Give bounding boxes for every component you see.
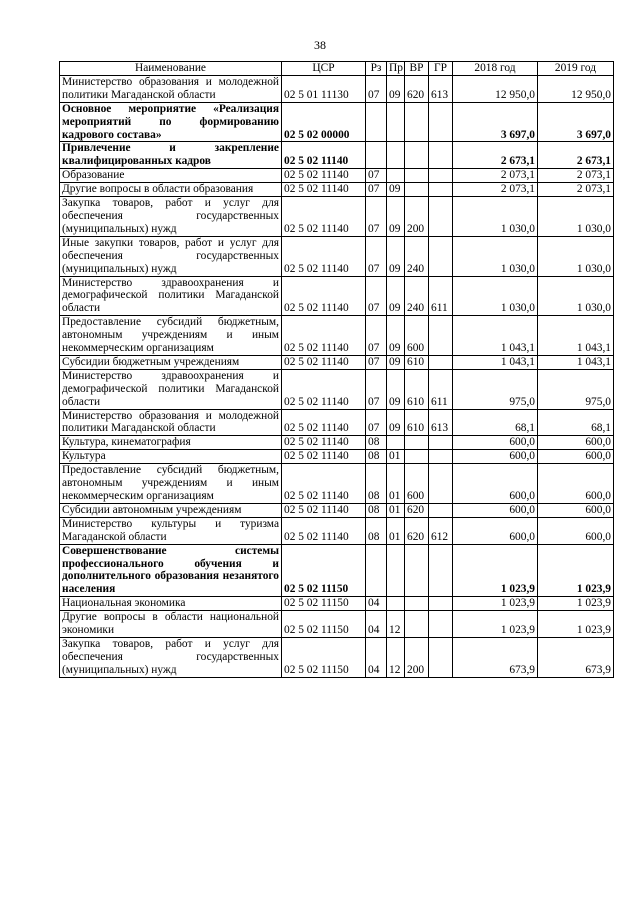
row-name: Министерство здравоохранения и демографической политики Магаданской области [60,369,282,409]
row-amount-2018: 600,0 [453,450,538,464]
row-csr: 02 5 02 11150 [282,544,366,597]
row-csr: 02 5 02 11140 [282,316,366,356]
row-vr: 240 [405,276,429,316]
row-name: Предоставление субсидий бюджетным, автономным учреждениям и иным некоммерческим организациям [60,316,282,356]
row-amount-2019: 68,1 [538,409,614,436]
row-rz: 08 [366,436,387,450]
row-pr: 09 [387,409,405,436]
row-csr: 02 5 02 11140 [282,183,366,197]
row-vr [405,597,429,611]
row-rz: 07 [366,183,387,197]
row-vr: 620 [405,503,429,517]
row-name: Национальная экономика [60,597,282,611]
column-header-vr: ВР [405,62,429,76]
row-gr [429,611,453,638]
row-amount-2019: 2 073,1 [538,183,614,197]
row-name: Культура [60,450,282,464]
row-pr [387,142,405,169]
row-rz: 08 [366,464,387,504]
row-gr [429,316,453,356]
row-vr: 620 [405,75,429,102]
row-csr: 02 5 02 11140 [282,503,366,517]
row-rz: 04 [366,597,387,611]
table-row [60,611,614,638]
row-amount-2018: 1 030,0 [453,197,538,237]
row-name: Закупка товаров, работ и услуг для обеспечения государственных (муниципальных) нужд [60,637,282,677]
row-amount-2018: 600,0 [453,517,538,544]
row-name: Основное мероприятие «Реализация мероприятий по формированию кадрового состава» [60,102,282,142]
table-header [60,62,614,76]
row-csr: 02 5 01 11130 [282,75,366,102]
row-gr [429,544,453,597]
row-vr [405,436,429,450]
row-gr [429,355,453,369]
row-name: Предоставление субсидий бюджетным, автономным учреждениям и иным некоммерческим организациям [60,464,282,504]
row-name: Привлечение и закрепление квалифицированных кадров [60,142,282,169]
row-amount-2019: 1 043,1 [538,316,614,356]
row-csr: 02 5 02 11140 [282,436,366,450]
row-gr: 611 [429,369,453,409]
row-amount-2018: 2 673,1 [453,142,538,169]
header-row [60,62,614,76]
row-rz: 04 [366,611,387,638]
row-amount-2019: 2 673,1 [538,142,614,169]
row-amount-2019: 673,9 [538,637,614,677]
row-amount-2019: 600,0 [538,450,614,464]
row-rz: 04 [366,637,387,677]
row-pr [387,102,405,142]
column-header-name: Наименование [60,62,282,76]
row-csr: 02 5 02 11140 [282,236,366,276]
row-vr: 610 [405,409,429,436]
table-row [60,276,614,316]
row-pr: 01 [387,503,405,517]
row-gr: 613 [429,409,453,436]
table-row [60,517,614,544]
row-csr: 02 5 02 11150 [282,597,366,611]
row-name: Образование [60,169,282,183]
row-name: Субсидии бюджетным учреждениям [60,355,282,369]
row-csr: 02 5 02 11150 [282,637,366,677]
row-amount-2018: 1 043,1 [453,355,538,369]
row-amount-2018: 2 073,1 [453,183,538,197]
row-csr: 02 5 02 11150 [282,611,366,638]
row-amount-2019: 975,0 [538,369,614,409]
row-pr: 09 [387,197,405,237]
row-gr: 611 [429,276,453,316]
row-rz: 07 [366,276,387,316]
row-gr [429,637,453,677]
budget-table [59,61,614,678]
table-row [60,197,614,237]
column-header-2018: 2018 год [453,62,538,76]
table-row [60,236,614,276]
table-body [60,75,614,677]
row-amount-2018: 673,9 [453,637,538,677]
row-pr: 09 [387,75,405,102]
row-amount-2018: 1 023,9 [453,597,538,611]
row-pr: 09 [387,183,405,197]
row-pr [387,544,405,597]
row-name: Министерство здравоохранения и демографической политики Магаданской области [60,276,282,316]
table-row [60,409,614,436]
row-pr: 01 [387,517,405,544]
row-vr: 620 [405,517,429,544]
row-name: Министерство культуры и туризма Магаданской области [60,517,282,544]
row-pr: 12 [387,637,405,677]
row-name: Министерство образования и молодежной политики Магаданской области [60,409,282,436]
table-row [60,169,614,183]
row-amount-2018: 1 043,1 [453,316,538,356]
row-name: Культура, кинематография [60,436,282,450]
row-rz: 07 [366,197,387,237]
row-rz: 07 [366,369,387,409]
row-name: Закупка товаров, работ и услуг для обеспечения государственных (муниципальных) нужд [60,197,282,237]
table-row [60,102,614,142]
row-vr [405,544,429,597]
row-vr: 600 [405,316,429,356]
row-pr: 09 [387,236,405,276]
row-gr [429,102,453,142]
row-pr: 01 [387,464,405,504]
row-gr [429,450,453,464]
row-csr: 02 5 02 11140 [282,169,366,183]
row-amount-2019: 600,0 [538,503,614,517]
row-csr: 02 5 02 11140 [282,369,366,409]
page-number: 38 [314,38,326,52]
row-amount-2018: 975,0 [453,369,538,409]
row-rz: 07 [366,75,387,102]
table-row [60,544,614,597]
row-vr: 200 [405,197,429,237]
table-row [60,464,614,504]
table-row [60,183,614,197]
row-vr [405,611,429,638]
row-gr [429,464,453,504]
table-row [60,637,614,677]
row-amount-2019: 1 030,0 [538,276,614,316]
column-header-gr: ГР [429,62,453,76]
row-gr [429,503,453,517]
row-amount-2019: 1 030,0 [538,197,614,237]
row-vr: 610 [405,369,429,409]
row-pr: 09 [387,316,405,356]
row-amount-2018: 600,0 [453,464,538,504]
row-pr: 09 [387,369,405,409]
row-csr: 02 5 02 11140 [282,142,366,169]
row-amount-2019: 1 023,9 [538,611,614,638]
table-row [60,436,614,450]
row-gr [429,597,453,611]
column-header-rz: Рз [366,62,387,76]
row-pr: 01 [387,450,405,464]
row-amount-2018: 1 023,9 [453,611,538,638]
row-csr: 02 5 02 11140 [282,464,366,504]
table-row [60,142,614,169]
row-pr: 09 [387,355,405,369]
row-vr: 600 [405,464,429,504]
row-csr: 02 5 02 11140 [282,276,366,316]
row-vr: 610 [405,355,429,369]
row-csr: 02 5 02 00000 [282,102,366,142]
row-amount-2019: 600,0 [538,517,614,544]
table-row [60,355,614,369]
row-vr [405,183,429,197]
row-rz: 07 [366,169,387,183]
row-rz: 07 [366,355,387,369]
row-amount-2018: 3 697,0 [453,102,538,142]
table-row [60,503,614,517]
row-csr: 02 5 02 11140 [282,355,366,369]
row-gr [429,436,453,450]
row-amount-2018: 1 030,0 [453,236,538,276]
row-amount-2018: 600,0 [453,503,538,517]
row-amount-2018: 1 030,0 [453,276,538,316]
row-name: Министерство образования и молодежной политики Магаданской области [60,75,282,102]
row-pr: 09 [387,276,405,316]
row-vr [405,450,429,464]
row-gr [429,142,453,169]
row-rz: 08 [366,503,387,517]
column-header-csr: ЦСР [282,62,366,76]
row-vr [405,142,429,169]
row-gr [429,183,453,197]
row-amount-2019: 1 023,9 [538,597,614,611]
row-csr: 02 5 02 11140 [282,517,366,544]
column-header-pr: Пр [387,62,405,76]
row-name: Субсидии автономным учреждениям [60,503,282,517]
row-csr: 02 5 02 11140 [282,450,366,464]
row-gr: 613 [429,75,453,102]
row-gr [429,236,453,276]
row-rz [366,544,387,597]
row-amount-2019: 600,0 [538,436,614,450]
row-amount-2018: 2 073,1 [453,169,538,183]
row-rz: 08 [366,450,387,464]
row-amount-2019: 1 030,0 [538,236,614,276]
row-vr: 240 [405,236,429,276]
row-amount-2019: 600,0 [538,464,614,504]
row-name: Другие вопросы в области национальной экономики [60,611,282,638]
row-pr [387,169,405,183]
table-row [60,75,614,102]
row-amount-2019: 2 073,1 [538,169,614,183]
row-vr [405,169,429,183]
table-row [60,597,614,611]
row-gr: 612 [429,517,453,544]
row-amount-2018: 1 023,9 [453,544,538,597]
row-csr: 02 5 02 11140 [282,197,366,237]
row-csr: 02 5 02 11140 [282,409,366,436]
row-rz [366,102,387,142]
row-amount-2019: 1 023,9 [538,544,614,597]
table-row [60,450,614,464]
row-rz [366,142,387,169]
row-rz: 08 [366,517,387,544]
row-pr: 12 [387,611,405,638]
table-row [60,316,614,356]
row-amount-2019: 1 043,1 [538,355,614,369]
row-name: Другие вопросы в области образования [60,183,282,197]
row-vr [405,102,429,142]
row-rz: 07 [366,236,387,276]
row-amount-2018: 12 950,0 [453,75,538,102]
table-row [60,369,614,409]
row-pr [387,597,405,611]
row-gr [429,169,453,183]
row-gr [429,197,453,237]
row-name: Совершенствование системы профессионального обучения и дополнительного образования незанятого населения [60,544,282,597]
row-amount-2018: 600,0 [453,436,538,450]
row-pr [387,436,405,450]
row-name: Иные закупки товаров, работ и услуг для обеспечения государственных (муниципальных) нужд [60,236,282,276]
row-amount-2019: 12 950,0 [538,75,614,102]
row-rz: 07 [366,409,387,436]
row-rz: 07 [366,316,387,356]
column-header-2019: 2019 год [538,62,614,76]
row-vr: 200 [405,637,429,677]
row-amount-2019: 3 697,0 [538,102,614,142]
row-amount-2018: 68,1 [453,409,538,436]
